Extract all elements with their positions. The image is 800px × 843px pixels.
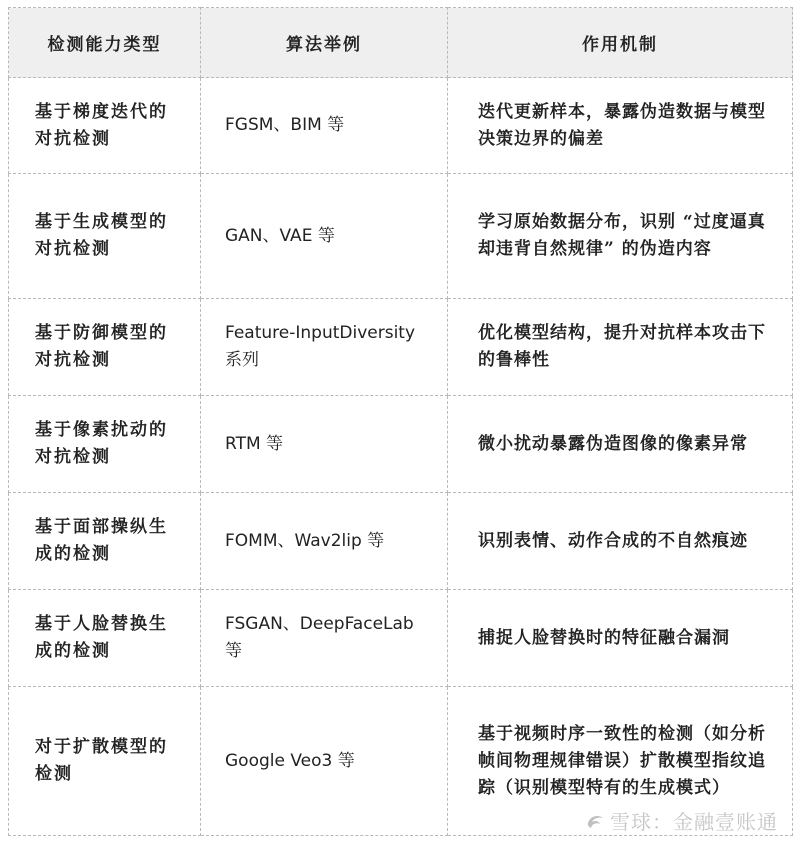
capability-type-cell: 基于防御模型的对抗检测 [9, 299, 201, 396]
mechanism-cell: 优化模型结构，提升对抗样本攻击下的鲁棒性 [448, 299, 793, 396]
algorithm-cell: FOMM、Wav2lip 等 [201, 493, 448, 590]
table-row [9, 493, 793, 590]
header-mechanism: 作用机制 [448, 8, 793, 78]
watermark [586, 806, 778, 835]
table-body [9, 78, 793, 836]
algorithm-cell: Google Veo3 等 [201, 687, 448, 836]
algorithm-cell: GAN、VAE 等 [201, 174, 448, 299]
capability-type-cell: 基于人脸替换生成的检测 [9, 590, 201, 687]
header-algorithm-example: 算法举例 [201, 8, 448, 78]
mechanism-cell: 微小扰动暴露伪造图像的像素异常 [448, 396, 793, 493]
snowball-logo-icon [586, 812, 606, 830]
watermark-text: 雪球：金融壹账通 [610, 810, 778, 834]
detection-capability-table [8, 7, 793, 836]
capability-type-cell: 基于梯度迭代的对抗检测 [9, 78, 201, 174]
capability-type-cell: 基于生成模型的对抗检测 [9, 174, 201, 299]
capability-type-cell: 对于扩散模型的检测 [9, 687, 201, 836]
table-row [9, 396, 793, 493]
table-row [9, 590, 793, 687]
algorithm-cell: FSGAN、DeepFaceLab 等 [201, 590, 448, 687]
mechanism-cell: 迭代更新样本，暴露伪造数据与模型决策边界的偏差 [448, 78, 793, 174]
mechanism-cell: 识别表情、动作合成的不自然痕迹 [448, 493, 793, 590]
table-header [9, 8, 793, 78]
capability-type-cell: 基于面部操纵生成的检测 [9, 493, 201, 590]
capability-type-cell: 基于像素扰动的对抗检测 [9, 396, 201, 493]
table-row [9, 174, 793, 299]
mechanism-cell: 基于视频时序一致性的检测（如分析帧间物理规律错误）扩散模型指纹追踪（识别模型特有的生成模式） [448, 687, 793, 836]
mechanism-cell: 捕捉人脸替换时的特征融合漏洞 [448, 590, 793, 687]
mechanism-cell: 学习原始数据分布，识别 “过度逼真却违背自然规律” 的伪造内容 [448, 174, 793, 299]
header-row [9, 8, 793, 78]
algorithm-cell: FGSM、BIM 等 [201, 78, 448, 174]
algorithm-cell: Feature-InputDiversity 系列 [201, 299, 448, 396]
algorithm-cell: RTM 等 [201, 396, 448, 493]
header-capability-type: 检测能力类型 [9, 8, 201, 78]
table-row [9, 299, 793, 396]
table-row [9, 78, 793, 174]
